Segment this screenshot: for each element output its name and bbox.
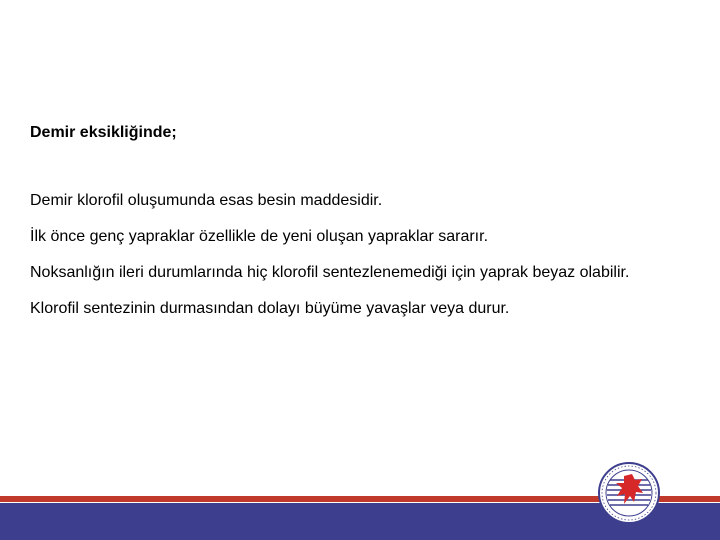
bullet-item: Noksanlığın ileri durumlarında hiç klorofil sentezlenemediği için yaprak beyaz olabilir.	[30, 264, 630, 281]
slide-heading: Demir eksikliğinde;	[30, 124, 177, 141]
university-seal-icon	[598, 462, 660, 524]
bullet-item: Klorofil sentezinin durmasından dolayı büyüme yavaşlar veya durur.	[30, 300, 510, 317]
bullet-item: Demir klorofil oluşumunda esas besin maddesidir.	[30, 192, 383, 209]
bullet-item: İlk önce genç yapraklar özellikle de yeni oluşan yapraklar sararır.	[30, 228, 489, 245]
bullet-list	[30, 191, 629, 335]
